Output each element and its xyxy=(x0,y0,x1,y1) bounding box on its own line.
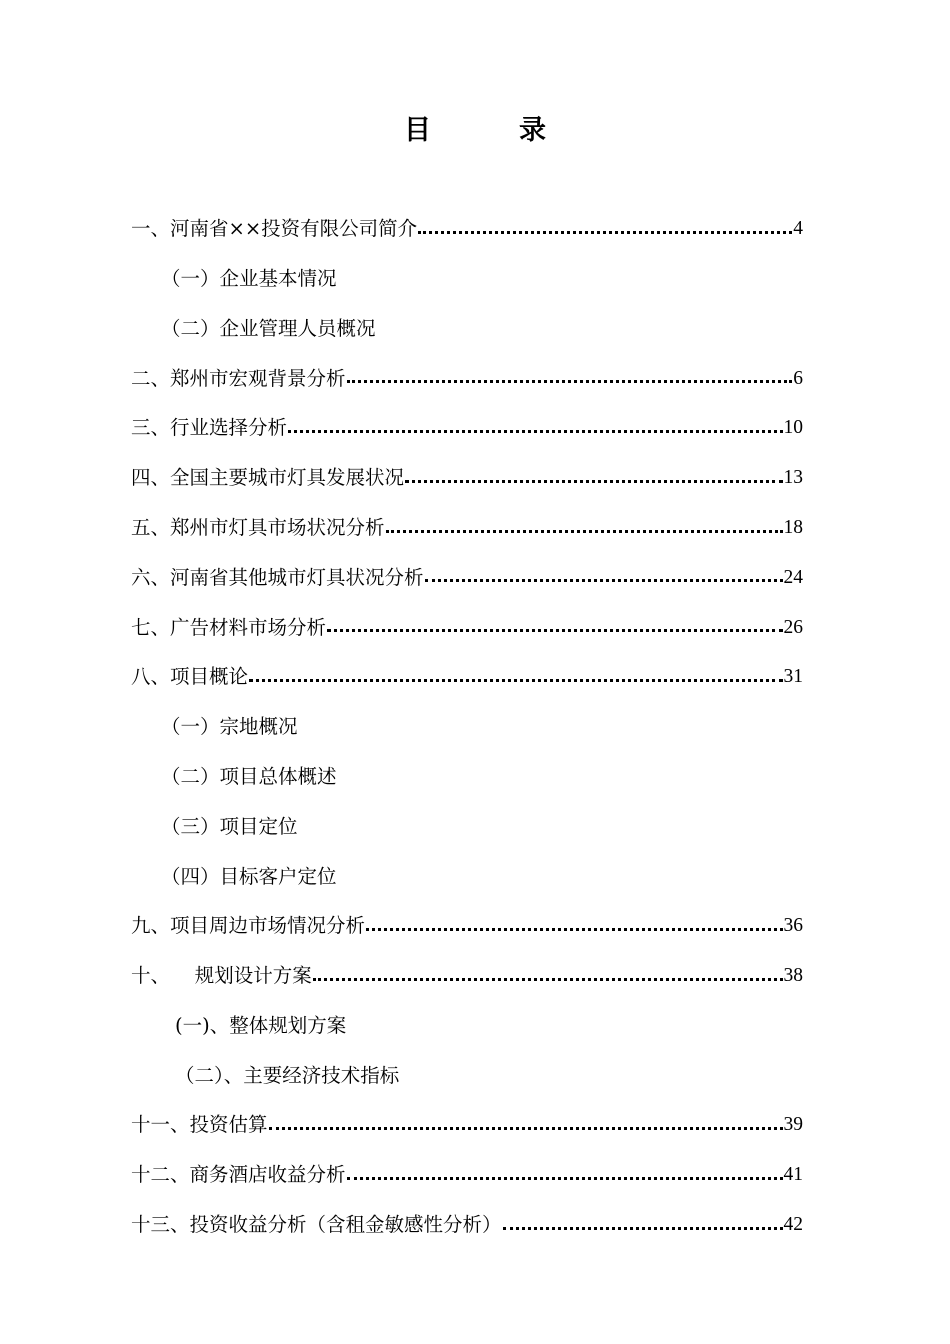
toc-leader-dots xyxy=(347,368,793,388)
toc-entry[interactable] xyxy=(131,353,803,403)
toc-leader-dots xyxy=(405,468,782,488)
toc-entry-label: 九、项目周边市场情况分析 xyxy=(131,914,366,938)
toc-entry[interactable] xyxy=(131,453,803,503)
toc-entry-label: 四、全国主要城市灯具发展状况 xyxy=(131,466,405,490)
toc-entry-label: 六、河南省其他城市灯具状况分析 xyxy=(131,565,424,589)
toc-entry-page: 18 xyxy=(783,516,803,538)
toc-entry[interactable] xyxy=(131,403,803,453)
toc-subentry[interactable] xyxy=(131,1051,803,1101)
toc-entry-page: 24 xyxy=(783,566,803,588)
toc-subentry[interactable] xyxy=(131,304,803,354)
toc-entry-label: 十三、投资收益分析（含租金敏感性分析） xyxy=(131,1213,502,1237)
toc-leader-dots xyxy=(386,518,783,538)
toc-entry-label: （二）企业管理人员概况 xyxy=(161,316,376,340)
toc-entry[interactable] xyxy=(131,602,803,652)
toc-entry-label: 一、河南省××投资有限公司简介 xyxy=(131,217,418,241)
toc-entry-page: 4 xyxy=(793,218,803,240)
toc-entry-label: （一）企业基本情况 xyxy=(161,266,337,290)
toc-entry-page: 39 xyxy=(783,1114,803,1136)
toc-entry[interactable] xyxy=(131,204,803,254)
toc-leader-dots xyxy=(327,617,782,637)
toc-entry-page: 10 xyxy=(783,417,803,439)
toc-leader-dots xyxy=(313,966,783,986)
toc-entry-label: （一）宗地概况 xyxy=(161,715,298,739)
toc-entry-label: （二）、主要经济技术指标 xyxy=(175,1063,400,1087)
toc-entry[interactable] xyxy=(131,951,803,1001)
toc-entry[interactable] xyxy=(131,553,803,603)
toc-entry-label: （三）项目定位 xyxy=(161,814,298,838)
toc-entry-label: （二）项目总体概述 xyxy=(161,764,337,788)
toc-entry-label: (一)、整体规划方案 xyxy=(175,1013,347,1037)
toc-entry-page: 36 xyxy=(783,915,803,937)
page-title xyxy=(0,108,950,147)
toc-entry-label: 二、郑州市宏观背景分析 xyxy=(131,366,346,390)
toc-subentry[interactable] xyxy=(131,254,803,304)
toc-leader-dots xyxy=(269,1115,783,1135)
toc-entry[interactable] xyxy=(131,503,803,553)
toc-entry-label: 十一、投资估算 xyxy=(131,1113,268,1137)
toc-subentry[interactable] xyxy=(131,702,803,752)
toc-entry[interactable] xyxy=(131,1200,803,1250)
toc-leader-dots xyxy=(425,567,783,587)
toc-entry-page: 41 xyxy=(783,1164,803,1186)
toc-leader-dots xyxy=(366,916,782,936)
toc-leader-dots xyxy=(503,1215,783,1235)
toc-subentry[interactable] xyxy=(131,802,803,852)
toc-entry-page: 6 xyxy=(793,367,803,389)
toc-leader-dots xyxy=(249,667,782,687)
toc-entry-label: （四）目标客户定位 xyxy=(161,864,337,888)
toc-entry[interactable] xyxy=(131,1150,803,1200)
toc-entry-label: 五、郑州市灯具市场状况分析 xyxy=(131,515,385,539)
toc-entry-label: 三、行业选择分析 xyxy=(131,416,288,440)
title-char-2: 录 xyxy=(519,115,546,146)
toc-entry-label: 七、广告材料市场分析 xyxy=(131,615,327,639)
toc-entry[interactable] xyxy=(131,1100,803,1150)
toc-entry-page: 26 xyxy=(783,616,803,638)
toc-leader-dots xyxy=(288,418,782,438)
toc-entry-page: 31 xyxy=(783,666,803,688)
toc-entry-page: 42 xyxy=(783,1214,803,1236)
toc-entry-page: 13 xyxy=(783,467,803,489)
toc-subentry[interactable] xyxy=(131,752,803,802)
toc-entry-label: 十、 规划设计方案 xyxy=(131,964,312,988)
toc-entry-label: 十二、商务酒店收益分析 xyxy=(131,1163,346,1187)
toc-entry-label: 八、项目概论 xyxy=(131,665,249,689)
toc-entry-page: 38 xyxy=(783,965,803,987)
toc-leader-dots xyxy=(347,1165,783,1185)
table-of-contents xyxy=(131,204,803,1250)
toc-subentry[interactable] xyxy=(131,851,803,901)
toc-entry[interactable] xyxy=(131,901,803,951)
title-char-1: 目 xyxy=(404,115,431,146)
toc-subentry[interactable] xyxy=(131,1001,803,1051)
toc-leader-dots xyxy=(418,219,792,239)
toc-entry[interactable] xyxy=(131,652,803,702)
